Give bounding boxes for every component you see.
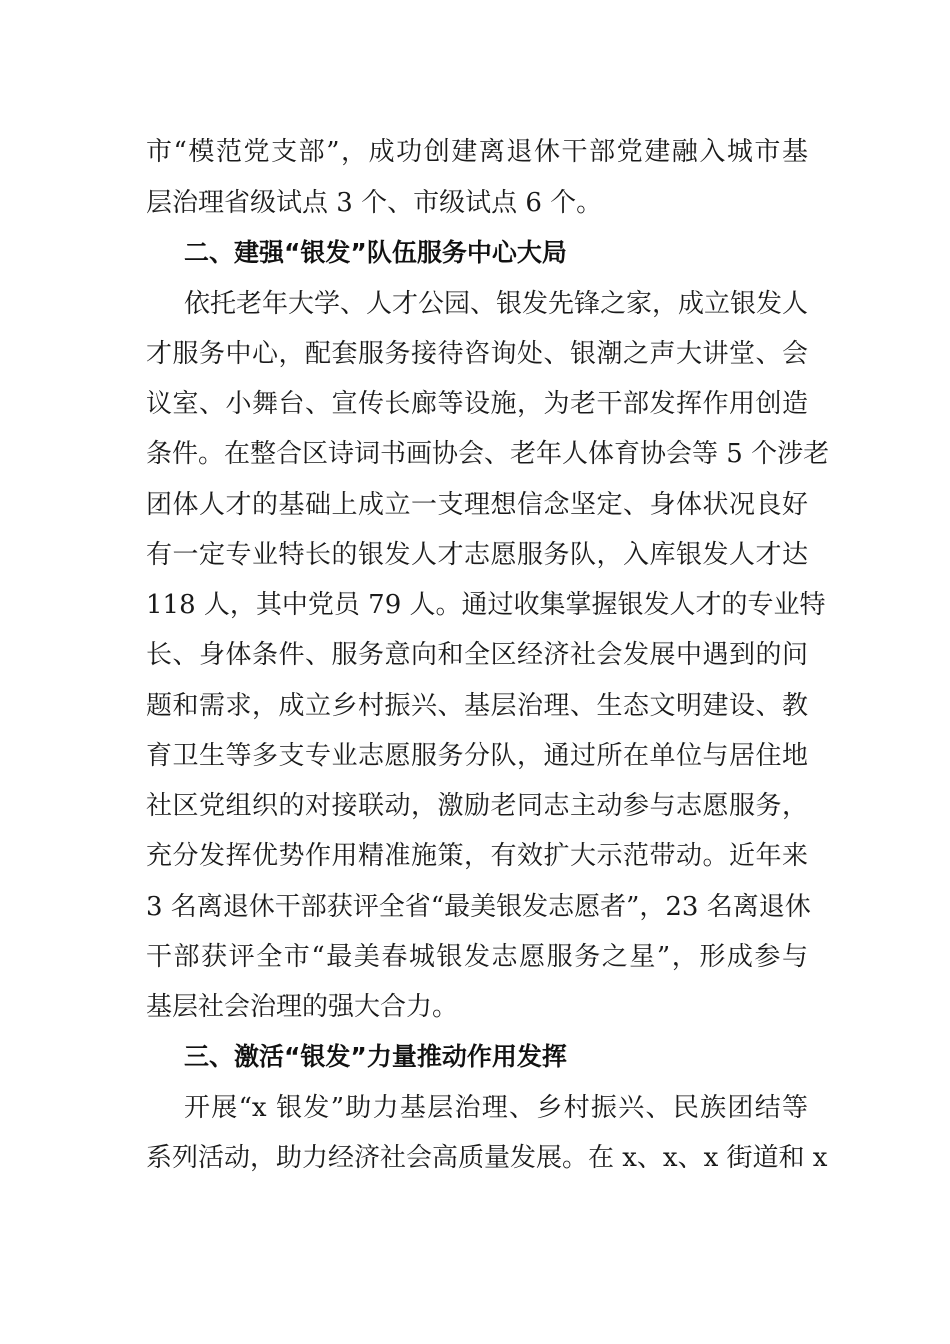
body-line: 题和需求，成立乡村振兴、基层治理、生态文明建设、教 <box>146 691 808 721</box>
section-heading: 二、建强“银发”队伍服务中心大局 <box>184 238 567 267</box>
body-line: 充分发挥优势作用精准施策，有效扩大示范带动。近年来 <box>146 841 808 871</box>
body-line: 条件。在整合区诗词书画协会、老年人体育协会等 5 个涉老 <box>146 439 830 469</box>
body-line: 3 名离退休干部获评全省“最美银发志愿者”，23 名离退休 <box>146 892 811 922</box>
section-heading: 三、激活“银发”力量推动作用发挥 <box>184 1042 567 1071</box>
body-line: 系列活动，助力经济社会高质量发展。在 x、x、x 街道和 x <box>146 1143 828 1173</box>
body-line: 有一定专业特长的银发人才志愿服务队，入库银发人才达 <box>146 540 808 570</box>
body-line: 层治理省级试点 3 个、市级试点 6 个。 <box>146 188 603 218</box>
body-line: 长、身体条件、服务意向和全区经济社会发展中遇到的问 <box>146 640 808 670</box>
body-line: 市“模范党支部”，成功创建离退休干部党建融入城市基 <box>146 137 808 167</box>
body-line: 开展“x 银发”助力基层治理、乡村振兴、民族团结等 <box>184 1093 808 1123</box>
body-line: 才服务中心，配套服务接待咨询处、银潮之声大讲堂、会 <box>146 339 808 369</box>
body-line: 议室、小舞台、宣传长廊等设施，为老干部发挥作用创造 <box>146 389 808 419</box>
body-line: 基层社会治理的强大合力。 <box>146 992 459 1022</box>
body-line: 团体人才的基础上成立一支理想信念坚定、身体状况良好 <box>146 490 808 520</box>
body-line: 育卫生等多支专业志愿服务分队，通过所在单位与居住地 <box>146 741 808 771</box>
body-line: 118 人，其中党员 79 人。通过收集掌握银发人才的专业特 <box>146 590 826 620</box>
body-line: 干部获评全市“最美春城银发志愿服务之星”，形成参与 <box>146 942 808 972</box>
body-line: 社区党组织的对接联动，激励老同志主动参与志愿服务， <box>146 791 808 821</box>
body-line: 依托老年大学、人才公园、银发先锋之家，成立银发人 <box>184 289 809 319</box>
